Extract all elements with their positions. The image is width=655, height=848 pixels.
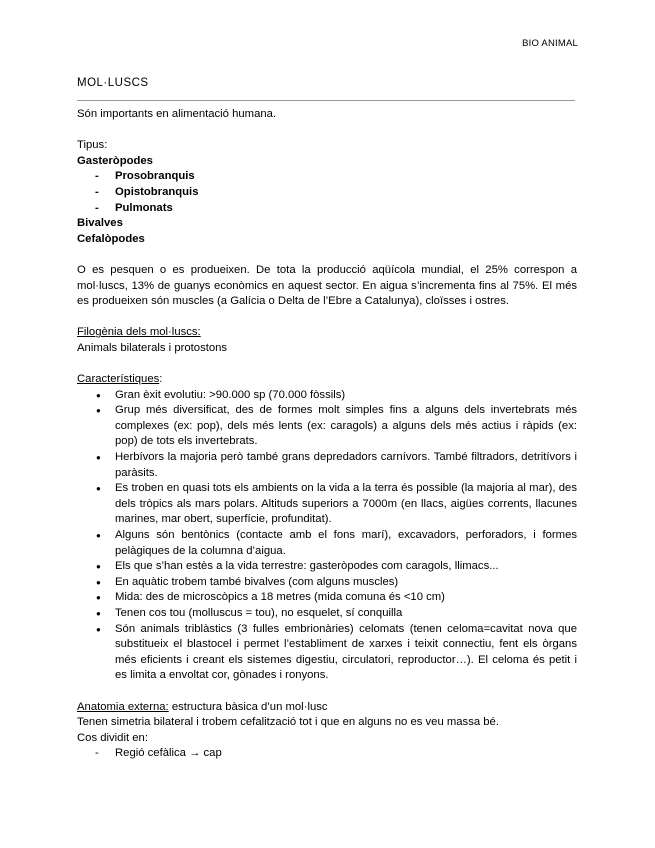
anatomy-line-1: Tenen simetria bilateral i trobem cefalització tot i que en alguns no es veu massa bé. [77,716,499,729]
page-title: MOL·LUSCS [77,77,149,89]
types-label: Tipus: [77,139,108,152]
body-parts-list [77,746,577,762]
gasteropodes-subtypes-list [77,169,577,216]
characteristics-heading-line [77,372,577,388]
list-item: - Regió cefàlica → cap [77,746,577,762]
anatomy-heading-rest: estructura bàsica d’un mol·lusc [168,700,328,713]
intro-text: Són importants en alimentació humana. [77,108,277,120]
type-bivalves: Bivalves [77,217,123,230]
title-divider [77,100,575,101]
fishing-paragraph: O es pesquen o es produeixen. De tota la producció aqüícola mundial, el 25% correspon a mol·luscs, 13% de guanys econòmics en aquest sector. En aigua s’incrementa fins al 75%. El més es produeixen són muscles (a Galícia o Delta de l’Ebre a Catalunya), cloïsses i ostres. [77,263,577,308]
characteristics-heading: Característiques [77,373,160,386]
list-item: ● Alguns són bentònics (contacte amb el fons marí), excavadors, perforadors, i formes pelàgiques de la columna d’aigua. [77,528,577,559]
anatomy-heading: Anatomia externa: [77,700,169,713]
list-item: - Prosobranquis [77,169,577,185]
type-gasteropodes: Gasteròpodes [77,154,153,167]
document-body [77,107,577,762]
anatomy-heading-line [77,700,577,716]
list-item: ● Herbívors la majoria però també grans depredadors carnívors. També filtradors, detritívors i paràsits. [77,450,577,481]
list-item: ● Mida: des de microscòpics a 18 metres (mida comuna és <10 cm) [77,590,577,606]
anatomy-line-2: Cos dividit en: [77,731,148,744]
phylogeny-heading: Filogènia dels mol·luscs: [77,326,201,339]
list-item: ● Els que s’han estès a la vida terrestre: gasteròpodes com caragols, llimacs... [77,559,577,575]
list-item: ● Són animals triblàstics (3 fulles embrionàries) celomats (tenen celoma=cavitat nova que substitueix el blastocel i permet l’establiment de xarxes i teixit connectiu, fent els òrgans més eficients i creant els sistemes digestiu, circulatori, reproductor…). El celoma és petit i es limita a envoltat cor, gònades i ronyons. [77,622,577,684]
type-cefalopodes: Cefalòpodes [77,232,145,245]
list-item: ● Tenen cos tou (molluscus = tou), no esquelet, sí conquilla [77,606,577,622]
header-tag: BIO ANIMAL [522,38,578,49]
list-item: - Opistobranquis [77,185,577,201]
list-item: ● Gran èxit evolutiu: >90.000 sp (70.000 fòssils) [77,388,577,404]
characteristics-colon: : [159,373,163,386]
list-item: ● Grup més diversificat, des de formes molt simples fins a alguns dels invertebrats més complexes (ex: pop), dels més lents (ex: caragols) a alguns dels més actius i ràpids (ex: pop) de tots els invertebrats. [77,403,577,450]
list-item: ● Es troben en quasi tots els ambients on la vida a la terra és possible (la majoria al mar), des dels tròpics als mars polars. Altituds superiors a 7000m (en llacs, aigües corrents, llacunes marines, mar obert, superfície, profunditat). [77,481,577,528]
characteristics-list [77,388,577,684]
list-item: ● En aquàtic trobem també bivalves (com alguns muscles) [77,575,577,591]
list-item: - Pulmonats [77,201,577,217]
phylogeny-text: Animals bilaterals i protostons [77,341,228,354]
